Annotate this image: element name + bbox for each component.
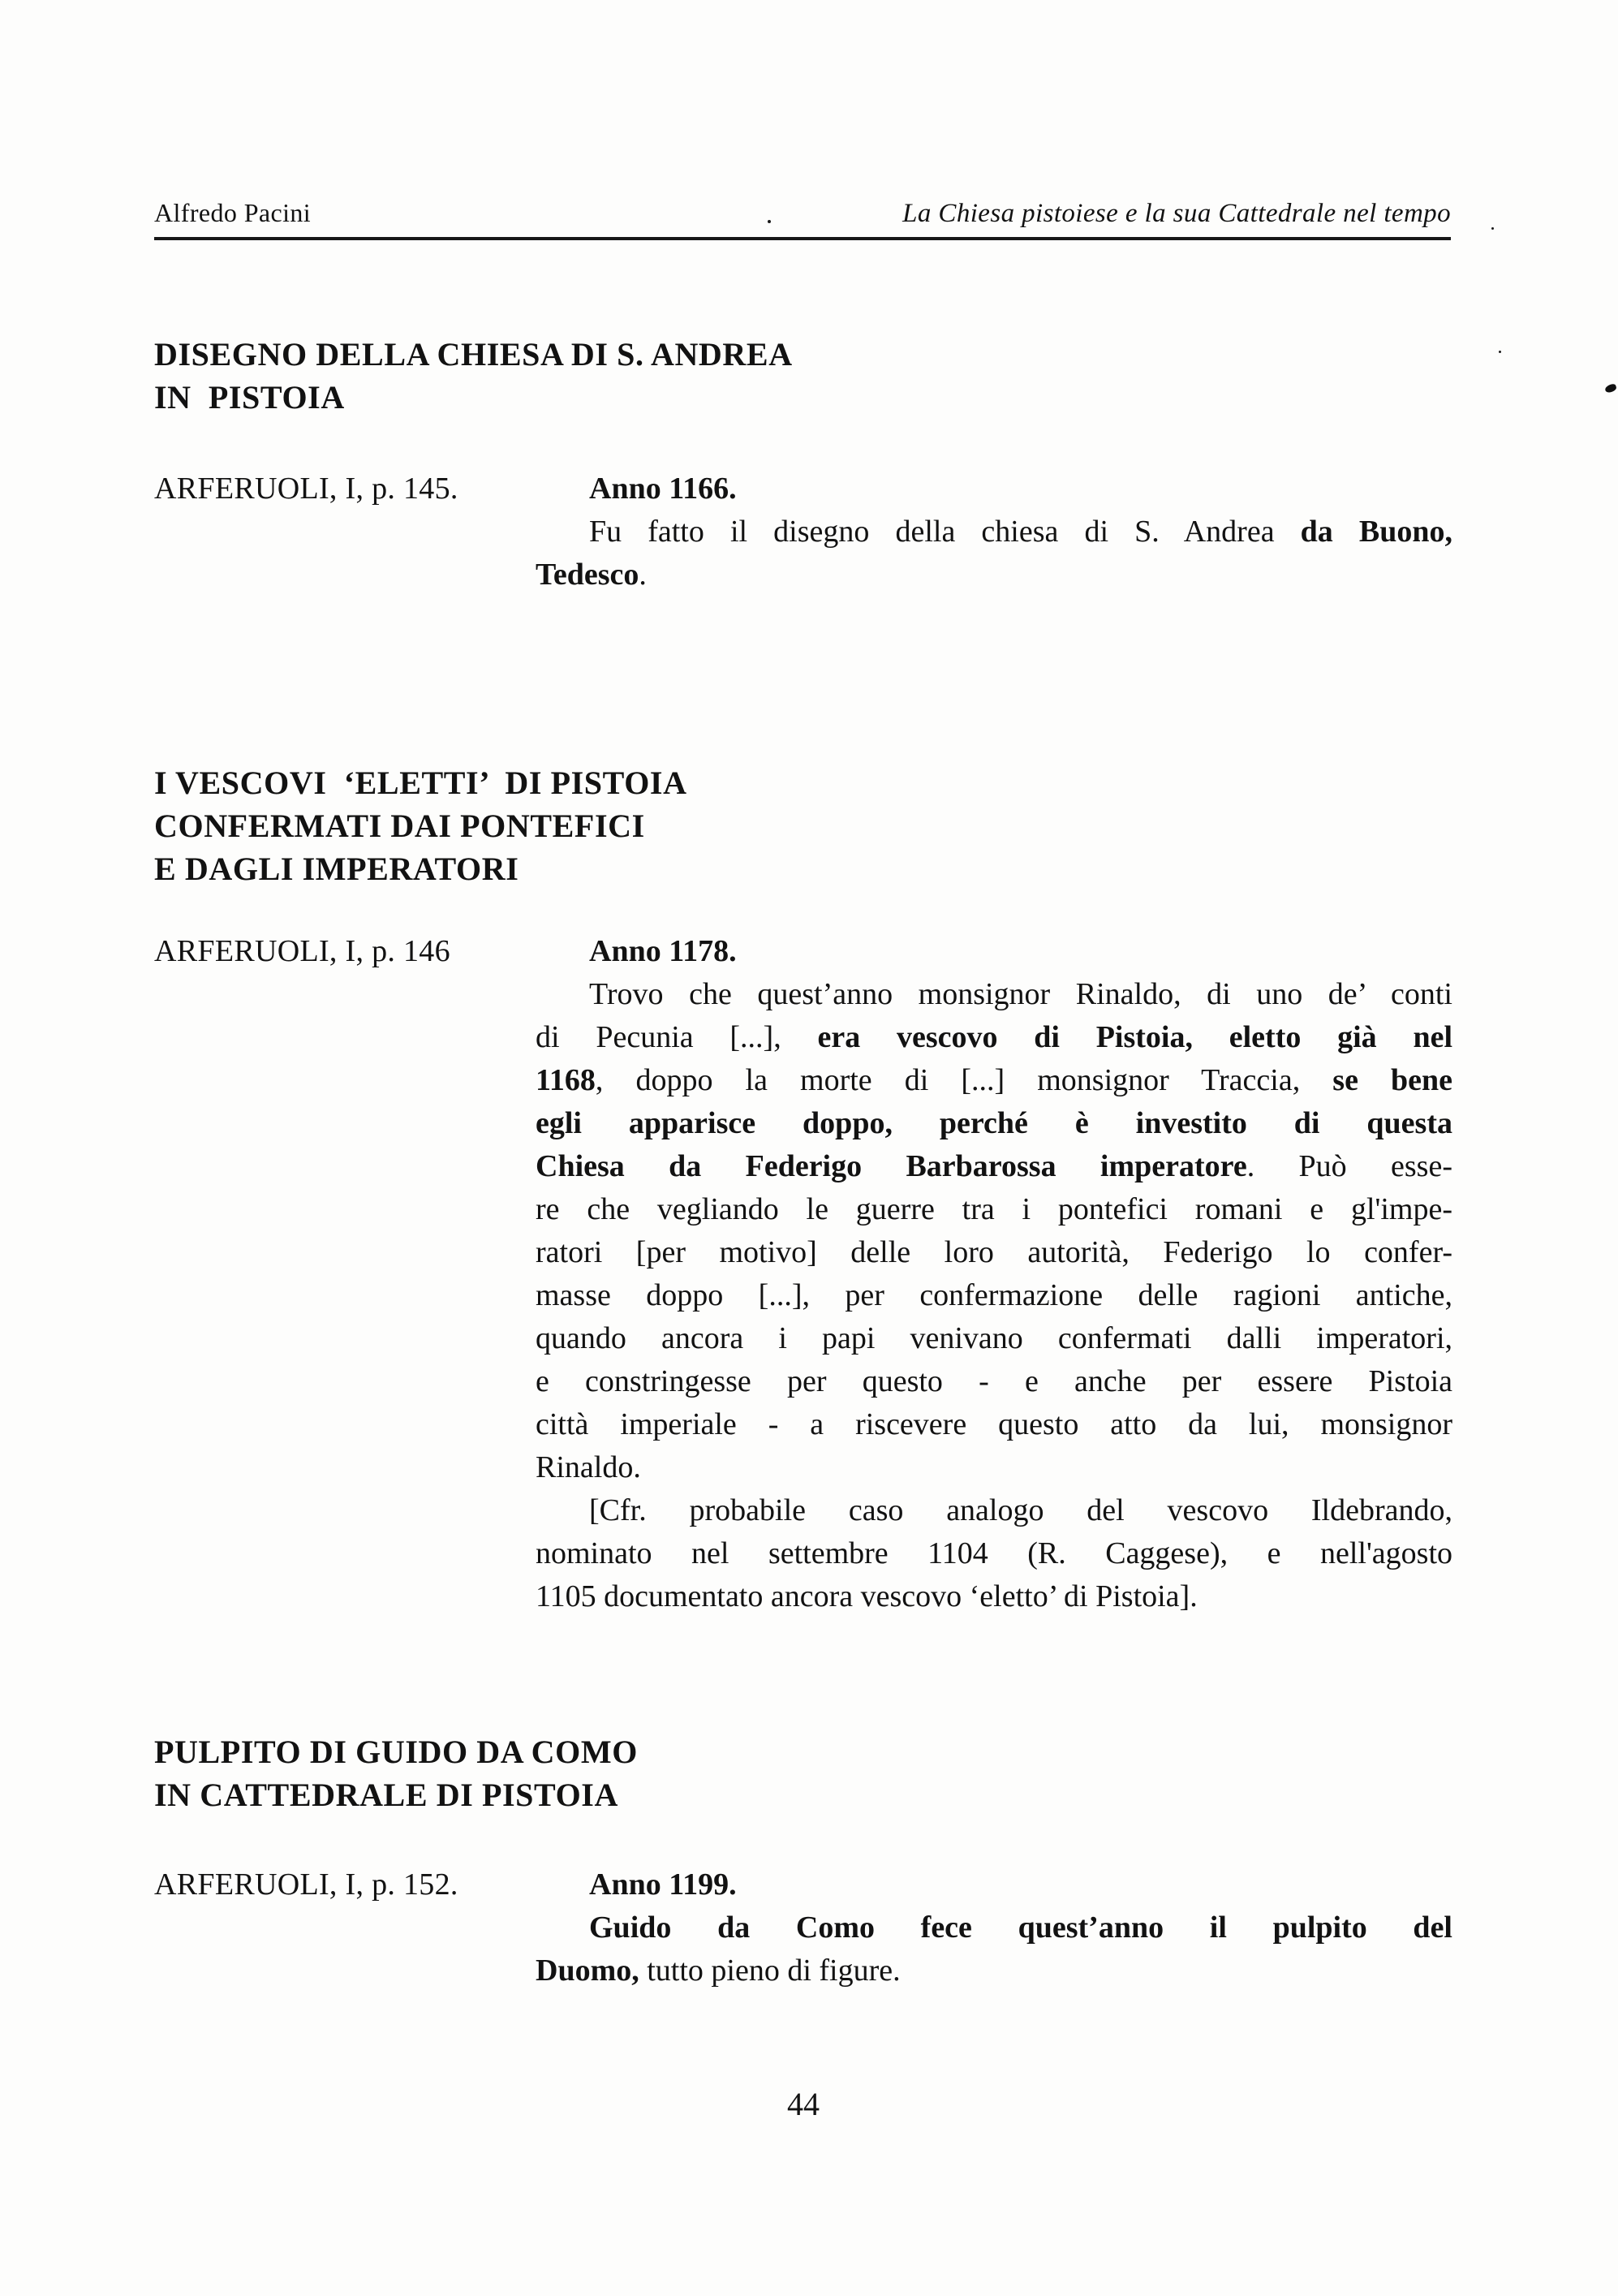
text-line (536, 1231, 1452, 1274)
text: , doppo la morte di [...] monsignor Traccia, (595, 1063, 1333, 1097)
section-heading (154, 1730, 1452, 1816)
entry (154, 1863, 1452, 1992)
entry-ref: ARFERUOLI, I, p. 146 (154, 934, 450, 968)
entry-body (536, 467, 1452, 597)
bold-text: Tedesco (536, 558, 639, 592)
text: di Pecunia [...], (536, 1020, 818, 1054)
entry (154, 930, 1452, 1618)
heading-line: PULPITO DI GUIDO DA COMO (154, 1734, 638, 1770)
bold-text: era vescovo di Pistoia, eletto già nel (817, 1020, 1453, 1054)
page-header (154, 198, 1451, 240)
heading-line: E DAGLI IMPERATORI (154, 851, 519, 887)
text-line (536, 1446, 1452, 1489)
text-line (536, 1317, 1452, 1360)
text: quando ancora i papi venivano confermati dalli imperatori, (536, 1321, 1452, 1355)
text-line (536, 510, 1452, 554)
text-line (536, 1145, 1452, 1188)
heading-line: DISEGNO DELLA CHIESA DI S. ANDREA (154, 336, 793, 373)
text-line (536, 1403, 1452, 1446)
scan-mark (1604, 383, 1617, 394)
text-line (536, 1906, 1452, 1949)
bold-text: egli apparisce doppo, perché è investito di questa (536, 1106, 1452, 1140)
text: città imperiale - a riscevere questo atto da lui, monsignor (536, 1407, 1452, 1441)
text: re che vegliando le guerre tra i pontefici romani e gl'impe- (536, 1192, 1452, 1226)
bold-text: 1168 (536, 1063, 596, 1097)
text-line (536, 1274, 1452, 1317)
text-line (536, 1949, 1452, 1992)
text: ratori [per motivo] delle loro autorità, Federigo lo confer- (536, 1235, 1452, 1269)
bold-text: Chiesa da Federigo Barbarossa imperatore (536, 1149, 1247, 1183)
bold-text: da Buono, (1300, 515, 1452, 549)
text: tutto pieno di figure. (639, 1954, 901, 1988)
running-header-author: Alfredo Pacini (154, 198, 312, 227)
heading-line: CONFERMATI DAI PONTEFICI (154, 808, 645, 844)
entry-ref: ARFERUOLI, I, p. 145. (154, 472, 458, 506)
running-header-title: La Chiesa pistoiese e la sua Cattedrale nel tempo (902, 199, 1451, 228)
section (154, 761, 1452, 1618)
bold-text: Duomo, (536, 1954, 639, 1988)
text-line (536, 1489, 1452, 1532)
page-number: 44 (787, 2086, 820, 2122)
entry-anno: Anno 1166. (589, 472, 737, 506)
scan-speck (768, 220, 771, 223)
bold-text: Guido da Como fece quest’anno il pulpito del (589, 1910, 1452, 1945)
text-line (536, 1188, 1452, 1231)
text: Fu fatto il disegno della chiesa di S. Andrea (589, 515, 1301, 549)
text: e constringesse per questo - e anche per essere Pistoia (536, 1364, 1452, 1398)
scan-speck (1499, 351, 1501, 353)
section (154, 1730, 1452, 1992)
entry-body (536, 930, 1452, 1618)
heading-line: IN PISTOIA (154, 379, 345, 416)
text: masse doppo [...], per confermazione delle ragioni antiche, (536, 1278, 1452, 1312)
entry-anno: Anno 1199. (589, 1867, 737, 1902)
text-line (536, 1016, 1452, 1059)
heading-line: I VESCOVI ‘ELETTI’ DI PISTOIA (154, 765, 687, 801)
bold-text: se bene (1332, 1063, 1452, 1097)
text: . Può esse- (1246, 1149, 1452, 1183)
heading-line: IN CATTEDRALE DI PISTOIA (154, 1777, 618, 1813)
entry-anno: Anno 1178. (589, 934, 737, 968)
section-heading (154, 761, 1452, 890)
text-line (536, 1532, 1452, 1575)
text-line (536, 1575, 1452, 1618)
entry-body (536, 1863, 1452, 1992)
text: . (639, 558, 647, 592)
text-line (536, 973, 1452, 1016)
section-heading (154, 333, 1452, 419)
text: Trovo che quest’anno monsignor Rinaldo, di uno de’ conti (589, 977, 1452, 1011)
text: 1105 documentato ancora vescovo ‘eletto’ di Pistoia]. (536, 1579, 1198, 1613)
text: Rinaldo. (536, 1450, 641, 1484)
text: nominato nel settembre 1104 (R. Caggese), e nell'agosto (536, 1536, 1452, 1570)
text-line (536, 1102, 1452, 1145)
entry-ref: ARFERUOLI, I, p. 152. (154, 1867, 458, 1902)
section (154, 333, 1452, 597)
text-line (536, 1059, 1452, 1102)
scan-speck (1491, 227, 1494, 230)
entry (154, 467, 1452, 597)
text: [Cfr. probabile caso analogo del vescovo Ildebrando, (589, 1493, 1452, 1527)
text-line (536, 1360, 1452, 1403)
text-line (536, 554, 1452, 597)
